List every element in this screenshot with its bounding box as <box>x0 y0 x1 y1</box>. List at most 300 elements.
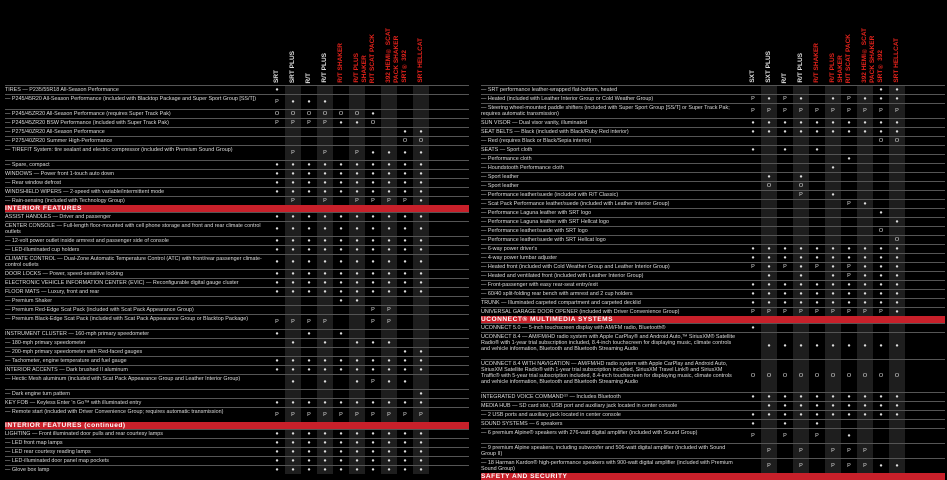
availability-cell: ● <box>381 339 397 347</box>
availability-cell: ● <box>783 291 787 297</box>
availability-cell: ● <box>371 467 375 473</box>
left-column-headers <box>5 0 469 85</box>
availability-cell: P <box>307 412 311 418</box>
feature-label: — 2 USB ports and auxiliary jack located in center console <box>481 412 621 418</box>
availability-cell: ● <box>815 291 819 297</box>
availability-cell <box>793 227 809 235</box>
availability-cell: ● <box>339 400 343 406</box>
availability-cell: ● <box>371 111 375 117</box>
table-row <box>481 244 945 253</box>
availability-cell: ● <box>371 238 375 244</box>
availability-cell: ● <box>889 263 905 271</box>
availability-cell: O <box>761 360 777 392</box>
availability-cell: ● <box>761 173 777 181</box>
table-row <box>481 163 945 172</box>
availability-cell: ● <box>825 119 841 127</box>
availability-cell <box>857 137 873 145</box>
availability-cell: ● <box>349 279 365 287</box>
availability-cell <box>761 146 777 154</box>
availability-cell <box>413 315 429 329</box>
availability-cell <box>397 86 413 94</box>
availability-cell <box>777 137 793 145</box>
availability-cell: ● <box>413 288 429 296</box>
availability-cell <box>777 164 793 172</box>
feature-label: — P245/45ZR20 BSW Performance (included with Super Track Pak) <box>5 120 169 126</box>
availability-cell: ● <box>879 291 883 297</box>
availability-cell: ● <box>349 430 365 438</box>
availability-cell: P <box>751 264 755 270</box>
availability-cell <box>745 191 761 199</box>
availability-cell: ● <box>783 129 787 135</box>
feature-label: — P275/40ZR20 Summer High-Performance <box>5 138 113 144</box>
availability-cell: ● <box>879 246 883 252</box>
availability-cell <box>761 218 777 226</box>
availability-cell <box>381 390 397 398</box>
availability-cell: ● <box>761 393 777 401</box>
availability-cell <box>333 86 349 94</box>
column-header <box>365 3 381 83</box>
availability-cell: ● <box>349 448 365 456</box>
availability-cell: ● <box>339 247 343 253</box>
availability-cell: ● <box>285 188 301 196</box>
availability-cell <box>809 182 825 190</box>
availability-cell: ● <box>879 255 883 261</box>
availability-cell: ● <box>857 200 873 208</box>
availability-cell: ● <box>825 299 841 307</box>
availability-cell <box>397 390 413 398</box>
availability-cell: ● <box>403 440 407 446</box>
feature-label: — SRT performance leather-wrapped flat-bottom, heated <box>481 87 618 93</box>
availability-cell <box>301 197 317 205</box>
availability-cell: ● <box>349 237 365 245</box>
availability-cell: P <box>847 463 851 469</box>
feature-label: — Glove box lamp <box>5 467 50 473</box>
availability-cell <box>381 86 397 94</box>
availability-cell: ● <box>275 367 279 373</box>
availability-cell <box>777 191 793 199</box>
availability-cell: ● <box>815 255 819 261</box>
availability-cell: O <box>413 137 429 145</box>
availability-cell: ● <box>381 237 397 245</box>
availability-cell <box>333 390 349 398</box>
availability-cell <box>889 173 905 181</box>
availability-cell: ● <box>307 189 311 195</box>
availability-cell: ● <box>307 280 311 286</box>
availability-cell: ● <box>403 271 407 277</box>
availability-cell <box>841 164 857 172</box>
availability-cell: ● <box>413 399 429 407</box>
availability-cell <box>809 444 825 458</box>
table-row <box>5 212 469 221</box>
availability-cell: ● <box>403 289 407 295</box>
availability-cell: O <box>285 110 301 118</box>
availability-cell: ● <box>275 247 279 253</box>
availability-cell: ● <box>825 191 841 199</box>
availability-cell <box>841 86 857 94</box>
feature-label: LIGHTING — Front illuminated door pulls and rear courtesy lamps <box>5 431 163 437</box>
availability-cell <box>365 297 381 305</box>
availability-cell: ● <box>339 120 343 126</box>
availability-cell <box>889 227 905 235</box>
availability-cell: ● <box>349 399 365 407</box>
availability-cell: ● <box>761 411 777 419</box>
availability-cell: ● <box>285 439 301 447</box>
availability-cell: ● <box>815 282 819 288</box>
availability-cell: P <box>815 264 819 270</box>
table-row <box>5 287 469 296</box>
availability-cell <box>745 182 761 190</box>
table-row <box>5 429 469 438</box>
availability-cell: ● <box>275 214 279 220</box>
table-row <box>481 332 945 359</box>
column-header-label: 392 HEMI® SCAT PACK SHAKER <box>385 28 400 83</box>
availability-cell <box>777 218 793 226</box>
availability-cell <box>381 348 397 356</box>
availability-cell: ● <box>307 180 311 186</box>
availability-cell: ● <box>847 412 851 418</box>
availability-cell: ● <box>317 430 333 438</box>
availability-cell: ● <box>403 162 407 168</box>
availability-cell: P <box>339 412 343 418</box>
table-row <box>481 271 945 280</box>
availability-cell <box>825 429 841 443</box>
feature-label: — 18 Harman Kardon® high-performance speakers with 900-watt digital amplifier (included with Premium Sound Group) <box>481 460 733 472</box>
column-header-label: SRT <box>273 70 280 83</box>
availability-cell: ● <box>275 171 279 177</box>
feature-label: — 180-mph primary speedometer <box>5 340 86 346</box>
feature-label: — 9 premium Alpine speakers, including subwoofer and 506-watt digital amplifier (included with Sound Group II) <box>481 445 726 457</box>
availability-cell: ● <box>413 279 429 287</box>
availability-cell <box>269 375 285 389</box>
availability-cell <box>301 306 317 314</box>
column-header-label: R/T SHAKER <box>337 43 344 83</box>
availability-cell: ● <box>285 399 301 407</box>
availability-cell: ● <box>413 255 429 269</box>
availability-cell <box>381 95 397 109</box>
availability-cell: ● <box>825 290 841 298</box>
availability-cell: ● <box>349 288 365 296</box>
section-header <box>5 205 469 212</box>
availability-cell <box>857 324 873 332</box>
availability-cell <box>381 128 397 136</box>
availability-cell <box>857 218 873 226</box>
availability-cell: ● <box>349 213 365 221</box>
availability-cell: ● <box>413 357 429 365</box>
column-header <box>349 3 368 83</box>
feature-label: — Performance leather/suede (included with R/T Classic) <box>481 192 619 198</box>
availability-cell <box>873 236 889 244</box>
availability-cell: ● <box>751 412 755 418</box>
availability-cell <box>317 297 333 305</box>
availability-cell: O <box>878 138 884 144</box>
availability-cell: ● <box>349 161 365 169</box>
availability-cell: ● <box>413 270 429 278</box>
feature-label: — Performance cloth <box>481 156 532 162</box>
availability-cell: P <box>847 108 851 114</box>
availability-cell <box>809 191 825 199</box>
availability-cell: O <box>349 110 365 118</box>
availability-cell: ● <box>339 180 343 186</box>
availability-cell: ● <box>403 467 407 473</box>
availability-cell: ● <box>307 162 311 168</box>
column-header-label: SRT PLUS <box>289 50 296 83</box>
availability-cell: ● <box>349 270 365 278</box>
availability-cell: ● <box>857 245 873 253</box>
table-row <box>5 127 469 136</box>
availability-cell: P <box>413 408 429 422</box>
availability-cell <box>777 200 793 208</box>
table-row <box>481 145 945 154</box>
availability-cell: P <box>793 308 809 316</box>
availability-cell <box>873 444 889 458</box>
availability-cell: ● <box>751 394 755 400</box>
feature-label: — 6-way power driver's <box>481 246 538 252</box>
section-title: INTERIOR FEATURES (continued) <box>5 422 126 429</box>
availability-cell <box>761 200 777 208</box>
availability-cell: P <box>371 379 375 385</box>
availability-cell <box>809 236 825 244</box>
table-row <box>5 236 469 245</box>
availability-cell: ● <box>381 170 397 178</box>
table-row <box>5 365 469 374</box>
availability-cell <box>349 330 365 338</box>
availability-cell <box>317 128 333 136</box>
availability-cell <box>857 164 873 172</box>
feature-label: — Remote start (included with Driver Convenience Group; requires automatic transmission) <box>5 409 224 415</box>
availability-cell: P <box>275 319 279 325</box>
availability-cell <box>745 236 761 244</box>
availability-cell: ● <box>317 339 333 347</box>
availability-cell: P <box>825 104 841 118</box>
table-row <box>5 438 469 447</box>
availability-cell: P <box>847 201 851 207</box>
availability-cell <box>301 390 317 398</box>
feature-label: — 12-volt power outlet inside armrest and passenger side of console <box>5 238 169 244</box>
column-header-label: SRT HELLCAT <box>417 38 424 83</box>
availability-cell <box>317 348 333 356</box>
availability-cell: ● <box>857 290 873 298</box>
availability-cell: ● <box>815 300 819 306</box>
availability-cell <box>841 173 857 181</box>
availability-cell: ● <box>761 95 777 103</box>
availability-cell: ● <box>879 273 883 279</box>
availability-cell <box>285 348 301 356</box>
table-row <box>5 347 469 356</box>
availability-cell: P <box>847 264 851 270</box>
availability-cell: ● <box>275 440 279 446</box>
availability-cell: ● <box>339 226 343 232</box>
feature-label: — Premium Red-Edge Scat Pack (included with Scat Pack Appearance Group) <box>5 307 194 313</box>
availability-cell: ● <box>285 366 301 374</box>
availability-cell: ● <box>285 448 301 456</box>
column-header <box>761 3 777 83</box>
availability-cell: ● <box>371 247 375 253</box>
availability-cell <box>825 155 841 163</box>
feature-label: UNIVERSAL GARAGE DOOR OPENER (included with Driver Convenience Group) <box>481 309 680 315</box>
availability-cell <box>761 420 777 428</box>
table-row <box>5 374 469 389</box>
availability-cell <box>873 164 889 172</box>
availability-cell: ● <box>317 161 333 169</box>
table-row <box>5 245 469 254</box>
feature-label: — Steering wheel-mounted paddle shifters (included with Super Sport Group [SS/T] or Super Track Pak; requires automatic transmission) <box>481 105 730 117</box>
availability-cell: ● <box>793 411 809 419</box>
availability-cell: ● <box>889 254 905 262</box>
feature-label: UCONNECT 8.4 — AM/FM/HD radio system with Apple CarPlay® and Android Auto,™ SiriusXM® Satellite Radio® with 1-year trial subscription included, 8.4-inch touchscreen for displaying music, climate controls and vehicle information, Bluetooth and Bluetooth Streaming Audio <box>481 334 736 352</box>
availability-cell: ● <box>815 147 819 153</box>
availability-cell: ● <box>317 357 333 365</box>
feature-label: — Front-passenger with easy rear-seat entry/exit <box>481 282 598 288</box>
availability-cell: ● <box>889 218 905 226</box>
table-row <box>481 401 945 410</box>
availability-cell <box>333 197 349 205</box>
availability-cell: ● <box>285 170 301 178</box>
availability-cell <box>269 390 285 398</box>
availability-cell <box>761 86 777 94</box>
availability-cell <box>413 339 429 347</box>
availability-cell: P <box>751 108 755 114</box>
availability-cell <box>397 306 413 314</box>
availability-cell <box>825 200 841 208</box>
availability-cell: O <box>750 373 756 379</box>
availability-cell <box>745 402 761 410</box>
feature-label: MEDIA HUB — SD card slot, USB port and auxiliary jack located in center console <box>481 403 678 409</box>
availability-cell: ● <box>825 393 841 401</box>
availability-cell: ● <box>751 282 755 288</box>
table-row <box>481 103 945 118</box>
availability-cell: ● <box>339 189 343 195</box>
table-row <box>481 136 945 145</box>
availability-cell <box>793 324 809 332</box>
availability-cell: ● <box>349 188 365 196</box>
availability-cell: ● <box>751 255 755 261</box>
availability-cell: ● <box>275 238 279 244</box>
availability-cell <box>365 330 381 338</box>
availability-cell <box>269 146 285 160</box>
availability-cell <box>873 218 889 226</box>
availability-cell <box>777 155 793 163</box>
availability-cell <box>889 324 905 332</box>
table-row <box>481 298 945 307</box>
availability-cell: ● <box>857 254 873 262</box>
availability-cell <box>317 86 333 94</box>
feature-label: WINDOWS — Power front 1-touch auto down <box>5 171 115 177</box>
availability-cell <box>413 119 429 127</box>
availability-cell: P <box>285 408 301 422</box>
feature-label: — Sport leather <box>481 183 519 189</box>
availability-cell: ● <box>857 333 873 359</box>
availability-cell: ● <box>403 171 407 177</box>
availability-cell <box>889 191 905 199</box>
availability-cell: ● <box>413 161 429 169</box>
feature-label: — Hectic Mesh aluminum (included with Scat Pack Appearance Group and Leather Interior Group) <box>5 376 241 382</box>
availability-cell: ● <box>857 393 873 401</box>
availability-cell <box>857 146 873 154</box>
availability-cell: ● <box>275 180 279 186</box>
availability-cell: ● <box>381 357 397 365</box>
availability-cell: ● <box>889 128 905 136</box>
availability-cell <box>777 227 793 235</box>
availability-cell: ● <box>761 254 777 262</box>
availability-cell: O <box>370 120 376 126</box>
availability-cell: ● <box>317 288 333 296</box>
availability-cell: ● <box>793 290 809 298</box>
availability-cell: ● <box>371 400 375 406</box>
column-header <box>873 3 889 83</box>
availability-cell: ● <box>783 394 787 400</box>
availability-cell: ● <box>381 430 397 438</box>
availability-cell: ● <box>889 411 905 419</box>
availability-cell: ● <box>381 246 397 254</box>
availability-cell: ● <box>879 300 883 306</box>
availability-cell <box>889 429 905 443</box>
availability-cell: ● <box>847 291 851 297</box>
availability-cell: ● <box>403 349 407 355</box>
availability-cell: P <box>403 412 407 418</box>
availability-cell <box>397 315 413 329</box>
availability-cell <box>777 236 793 244</box>
availability-cell: ● <box>317 170 333 178</box>
availability-cell: ● <box>349 357 365 365</box>
availability-cell <box>841 227 857 235</box>
availability-cell: P <box>847 96 851 102</box>
availability-cell <box>809 164 825 172</box>
availability-cell <box>301 348 317 356</box>
availability-cell: ● <box>793 128 809 136</box>
availability-cell: P <box>783 433 787 439</box>
availability-cell: ● <box>761 128 777 136</box>
availability-cell <box>301 128 317 136</box>
column-header <box>301 3 317 83</box>
availability-cell: ● <box>889 299 905 307</box>
availability-cell <box>809 272 825 280</box>
availability-cell: ● <box>339 358 343 364</box>
availability-cell: ● <box>793 299 809 307</box>
column-header-label: R/T SHAKER <box>813 43 820 83</box>
availability-cell: ● <box>815 394 819 400</box>
availability-cell: P <box>815 309 819 315</box>
availability-cell: ● <box>857 402 873 410</box>
availability-cell <box>873 155 889 163</box>
availability-cell: ● <box>403 458 407 464</box>
availability-cell: ● <box>889 393 905 401</box>
availability-cell <box>809 86 825 94</box>
column-header-label: R/T PLUS SHAKER <box>829 53 844 83</box>
availability-cell: ● <box>783 421 787 427</box>
availability-cell: ● <box>307 367 311 373</box>
availability-cell <box>777 324 793 332</box>
availability-cell <box>857 227 873 235</box>
availability-cell: ● <box>307 400 311 406</box>
availability-cell: ● <box>793 245 809 253</box>
availability-cell: ● <box>381 270 397 278</box>
feature-label: — Scat Pack Performance leather/suede (included with Leather Interior Group) <box>481 201 670 207</box>
table-row <box>5 196 469 205</box>
availability-cell <box>761 164 777 172</box>
availability-cell: ● <box>847 394 851 400</box>
availability-cell: ● <box>413 439 429 447</box>
availability-cell: O <box>857 360 873 392</box>
availability-cell <box>381 110 397 118</box>
availability-cell: ● <box>793 333 809 359</box>
availability-cell: P <box>371 307 375 313</box>
table-row <box>5 338 469 347</box>
availability-cell: ● <box>879 394 883 400</box>
availability-cell: ● <box>371 449 375 455</box>
feature-label: CLIMATE CONTROL — Dual-Zone Automatic Temperature Control (ATC) with front/rear passenger climate-control outlets <box>5 256 262 268</box>
availability-cell: ● <box>889 95 905 103</box>
availability-cell: ● <box>751 300 755 306</box>
